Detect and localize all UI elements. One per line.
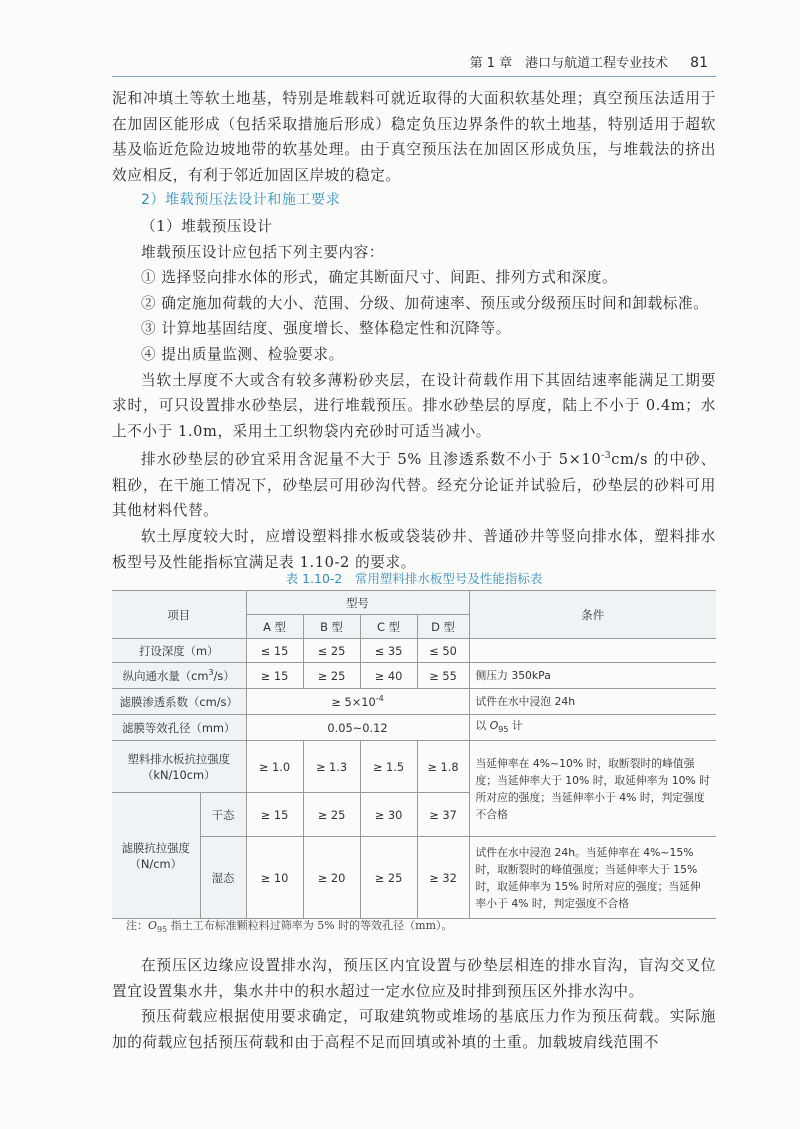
page-header (112, 52, 708, 71)
subsection-title: （1）堆载预压设计 (141, 217, 273, 235)
drain-board-spec-table (112, 590, 716, 919)
table-row: 湿态 ≥ 10 ≥ 20 ≥ 25 ≥ 32 试件在水中浸泡 24h。当延伸率在 4%~15% 时，取断裂时的峰值强度；当延伸率大于 15% 时，取延伸率为 15% 时所对应的强度；当延伸率小于 4% 时，判定强度不合格 (112, 837, 716, 919)
table-row: 滤膜渗透系数（cm/s） ≥ $5\times 10^{-4}$ 试件在水中浸泡 24h (112, 689, 716, 715)
page-number: 81 (690, 55, 708, 71)
design-item-2: ② 确定施加荷载的大小、范围、分级、加荷速率、预压或分级预压时间和卸载标准。 (141, 294, 709, 312)
table-row: 纵向通水量$(cm^3/s)$ ≥ 15 ≥ 25 ≥ 40 ≥ 55 侧压力 350kPa (112, 663, 716, 689)
paragraph-preload: 预压荷载应根据使用要求确定，可取建筑物或堆场的基底压力作为预压荷载。实际施加的荷载应包括预压荷载和由于高程不足而回填或补填的土重。加载坡肩线范围不 (112, 1008, 716, 1051)
body-text-bottom (112, 953, 716, 1055)
header-rule (112, 76, 716, 77)
paragraph-thick-soft-soil: 软土厚度较大时，应增设塑料排水板或袋装砂井、普通砂井等竖向排水体，塑料排水板型号及性能指标宜满足表 1.10-2 的要求。 (112, 527, 716, 571)
design-item-4: ④ 提出质量监测、检验要求。 (141, 345, 344, 363)
table-row: 打设深度（m） ≤ 15 ≤ 25 ≤ 35 ≤ 50 (112, 639, 716, 663)
model-c: C 型 (360, 615, 417, 639)
body-text-top (112, 86, 716, 575)
model-b: B 型 (303, 615, 360, 639)
paragraph-sand-layer: 当软土厚度不大或含有较多薄粉砂夹层，在设计荷载作用下其固结速率能满足工期要求时，可只设置排水砂垫层，进行堆载预压。排水砂垫层的厚度，陆上不小于 0.4m；水上不小于 1.0m，采用土工织物袋内充砂时可适当减小。 (112, 371, 716, 440)
chapter-title: 第 1 章 港口与航道工程专业技术 (469, 56, 669, 71)
header-condition: 条件 (469, 591, 716, 639)
design-intro: 堆载预压设计应包括下列主要内容： (141, 243, 385, 261)
table-row: 滤膜抗拉强度 （N/cm） 干态 ≥ 15 ≥ 25 ≥ 30 ≥ 37 (112, 793, 716, 837)
model-d: D 型 (417, 615, 469, 639)
header-model: 型号 (246, 591, 469, 615)
design-item-1: ① 选择竖向排水体的形式，确定其断面尺寸、间距、排列方式和深度。 (141, 269, 618, 287)
table-row: 滤膜等效孔径（mm） 0.05~0.12 以 $O_{95}$ 计 (112, 715, 716, 741)
paragraph-vacuum-preloading: 泥和冲填土等软土地基，特别是堆载料可就近取得的大面积软基处理；真空预压法适用于在加固区能形成（包括采取措施后形成）稳定负压边界条件的软土地基，特别适用于超软基及临近危险边坡地带的软基处理。由于真空预压法在加固区形成负压，与堆载法的挤出效应相反，有利于邻近加固区岸坡的稳定。 (112, 90, 716, 184)
table-note: 注：$O_{95}$ 指土工布标准颗粒料过筛率为 5% 时的等效孔径（mm）。 (126, 919, 453, 935)
header-item: 项目 (112, 591, 246, 639)
paragraph-sand-quality: 排水砂垫层的砂宜采用含泥量不大于 5% 且渗透系数不小于 $5\times 10^{-3}cm/s$ 的中砂、粗砂，在干施工情况下，砂垫层可用砂沟代替。经充分论证并试验后，砂垫层的砂料可用其他材料代替。 (112, 451, 716, 520)
paragraph-drainage-ditch: 在预压区边缘应设置排水沟，预压区内宜设置与砂垫层相连的排水盲沟，盲沟交叉位置宜设置集水井，集水井中的积水超过一定水位应及时排到预压区外排水沟中。 (112, 957, 716, 1000)
table-caption: 表 1.10-2 常用塑料排水板型号及性能指标表 (285, 571, 543, 586)
model-a: A 型 (246, 615, 303, 639)
design-item-3: ③ 计算地基固结度、强度增长、整体稳定性和沉降等。 (141, 320, 511, 338)
section-title: 2）堆载预压法设计和施工要求 (141, 192, 341, 209)
table-row: 塑料排水板抗拉强度 （kN/10cm） ≥ 1.0 ≥ 1.3 ≥ 1.5 ≥ 1.8 当延伸率在 4%~10% 时，取断裂时的峰值强度；当延伸率大于 10% 时，取延伸率为 10% 时所对应的强度；当延伸率小于 4% 时，判定强度不合格 (112, 741, 716, 793)
